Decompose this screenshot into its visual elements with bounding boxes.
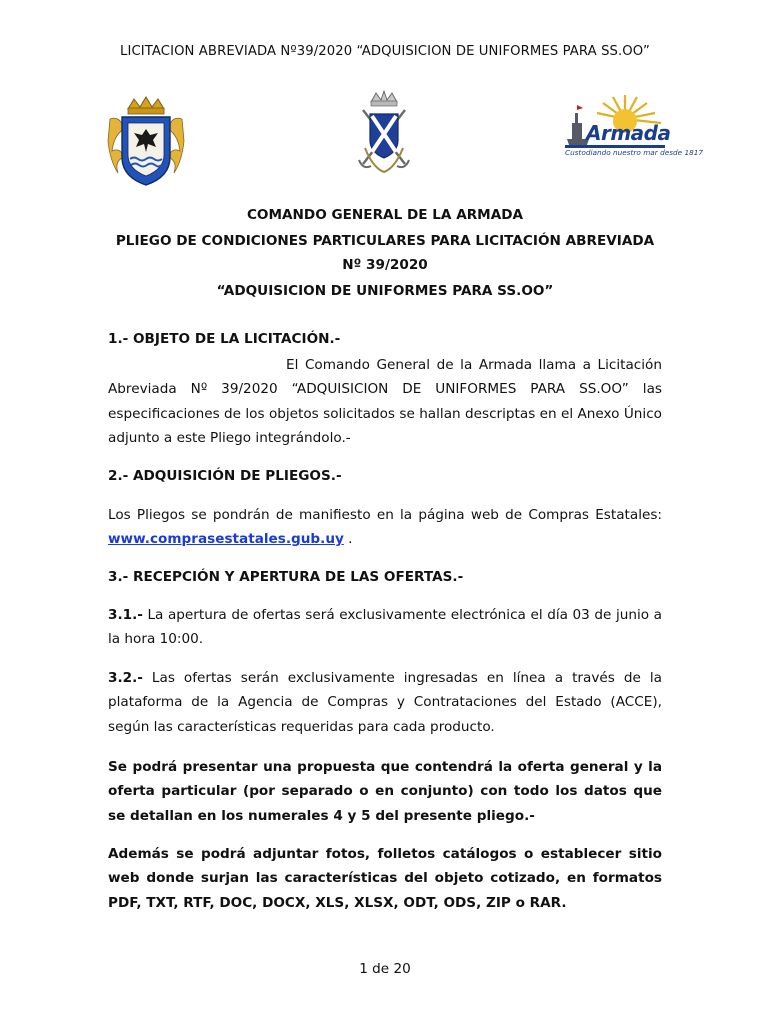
bold-paragraph-proposal: Se podrá presentar una propuesta que contendrá la oferta general y la oferta particular (por separado o en conjunto) con todo los datos que se detallan en los numerales 4 y 5 del presente pliego.- <box>108 759 662 824</box>
page-number: 1 de 20 <box>359 961 411 977</box>
title-line-4: “ADQUISICION DE UNIFORMES PARA SS.OO” <box>216 283 554 299</box>
title-line-2: PLIEGO DE CONDICIONES PARTICULARES PARA LICITACIÓN ABREVIADA <box>115 233 655 249</box>
coat-of-arms-shield-icon <box>106 95 186 187</box>
section-3-1-number: 3.1.- <box>108 607 143 623</box>
navy-crossed-anchors-emblem-icon <box>357 90 411 176</box>
section-3-1-paragraph <box>108 603 662 652</box>
section-2-body <box>108 503 662 552</box>
section-1-heading: 1.- OBJETO DE LA LICITACIÓN.- <box>108 331 341 347</box>
section-3-1-text: La apertura de ofertas será exclusivamente electrónica el día 03 de junio a la hora 10:00. <box>108 607 662 648</box>
section-3-2-number: 3.2.- <box>108 670 143 686</box>
compras-estatales-link[interactable]: www.comprasestatales.gub.uy <box>108 531 344 548</box>
armada-logo-name: Armada <box>586 121 671 145</box>
section-3-2-text: Las ofertas serán exclusivamente ingresadas en línea a través de la plataforma de la Agencia de Compras y Contrataciones del Estado (ACCE), según las características requeridas para cada producto. <box>108 670 662 735</box>
section-1-body: El Comando General de la Armada llama a Licitación Abreviada Nº 39/2020 “ADQUISICION DE UNIFORMES PARA SS.OO” las especificaciones de los objetos solicitados se hallan descriptas en el Anexo Único adjunto a este Pliego integrándolo.- <box>108 357 662 447</box>
section-2-after-link: . <box>343 531 353 548</box>
bold-paragraph-attachments: Además se podrá adjuntar fotos, folletos catálogos o establecer sitio web donde surjan las características del objeto cotizado, en formatos PDF, TXT, RTF, DOC, DOCX, XLS, XLSX, ODT, ODS, ZIP o RAR. <box>108 846 662 911</box>
section-2-heading: 2.- ADQUISICIÓN DE PLIEGOS.- <box>108 468 342 484</box>
section-2-text: Los Pliegos se pondrán de manifiesto en la página web de Compras Estatales: <box>108 507 662 523</box>
section-3-2-paragraph <box>108 666 662 739</box>
section-3-heading: 3.- RECEPCIÓN Y APERTURA DE LAS OFERTAS.- <box>108 569 464 585</box>
title-line-1: COMANDO GENERAL DE LA ARMADA <box>246 207 524 223</box>
armada-logo-motto: Custodiando nuestro mar desde 1817 <box>565 148 704 157</box>
title-line-3: Nº 39/2020 <box>342 257 428 273</box>
running-header: LICITACION ABREVIADA Nº39/2020 “ADQUISICION DE UNIFORMES PARA SS.OO” <box>120 44 650 59</box>
